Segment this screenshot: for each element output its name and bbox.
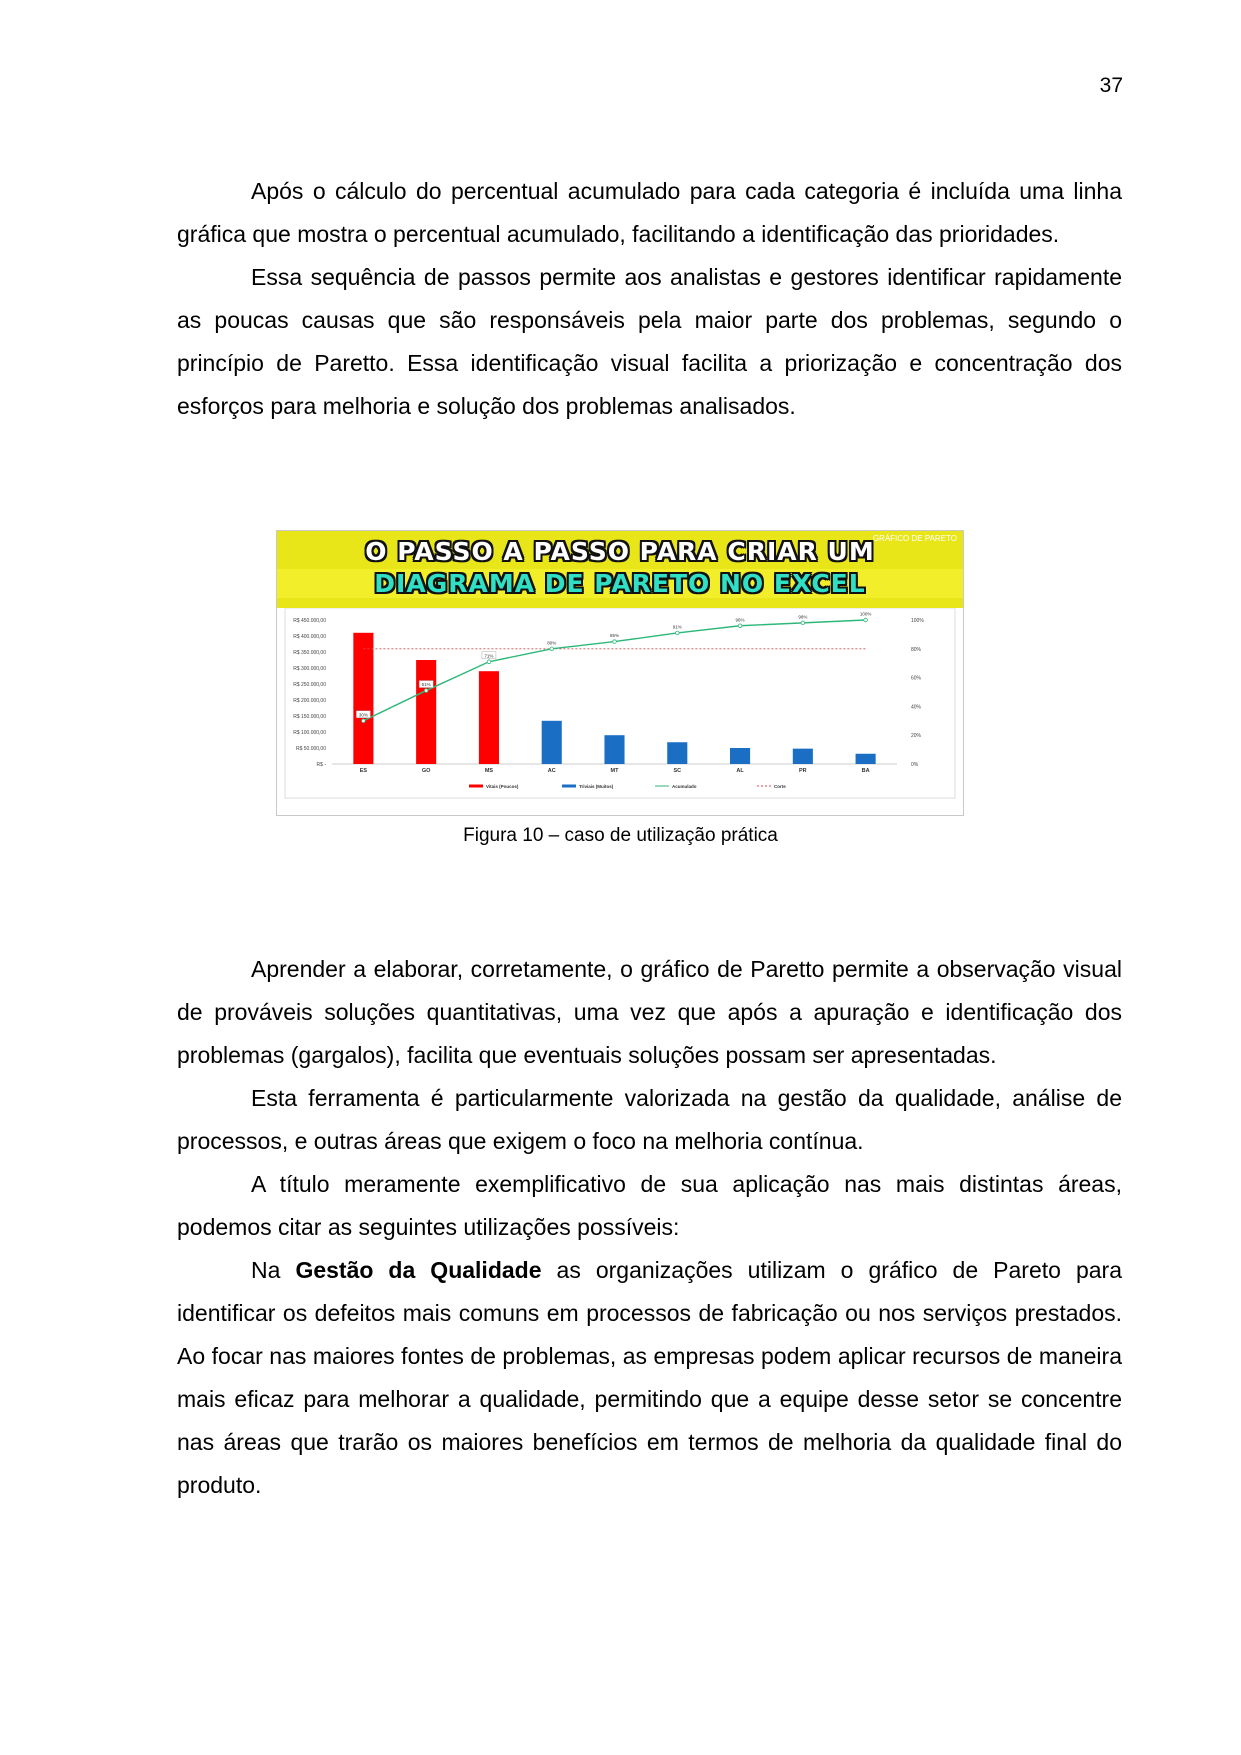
- cumulative-point: [550, 647, 554, 651]
- y-tick-label: R$ 50.000,00: [295, 746, 326, 752]
- bar: [793, 749, 813, 764]
- x-tick-label: AL: [736, 768, 744, 774]
- figure-banner: [277, 531, 963, 608]
- y2-tick-label: 100%: [911, 618, 924, 624]
- bar: [667, 742, 687, 764]
- legend-swatch: [469, 785, 483, 788]
- cumulative-point: [362, 719, 366, 723]
- y-tick-label: R$ 100.000,00: [293, 730, 326, 736]
- legend-label: Acumulado: [672, 784, 697, 789]
- legend-label: Corte: [774, 784, 786, 789]
- banner-tag: GRÁFICO DE PARETO: [872, 534, 957, 543]
- paragraph: Esta ferramenta é particularmente valorizada na gestão da qualidade, análise de processos, e outras áreas que exigem o foco na melhoria contínua.: [177, 1085, 1122, 1154]
- point-label: 91%: [672, 624, 682, 630]
- bar: [542, 721, 562, 764]
- x-tick-label: GO: [421, 768, 431, 774]
- point-label: 85%: [609, 633, 620, 639]
- y-tick-label: R$ -: [316, 762, 326, 768]
- legend-label: Vitais (Poucos): [486, 784, 519, 789]
- cumulative-point: [613, 640, 617, 644]
- y2-tick-label: 80%: [911, 646, 922, 653]
- legend-swatch: [562, 785, 576, 788]
- y2-tick-label: 20%: [911, 733, 922, 740]
- point-label: 80%: [547, 640, 557, 646]
- plot-area: [285, 608, 955, 798]
- pareto-chart: [277, 608, 963, 815]
- cumulative-point: [801, 621, 805, 625]
- bold-term: Gestão da Qualidade: [295, 1257, 542, 1283]
- cumulative-point: [487, 660, 491, 664]
- bar: [479, 671, 499, 764]
- cumulative-point: [738, 624, 742, 628]
- y2-tick-label: 0%: [911, 762, 919, 768]
- bar: [604, 735, 624, 764]
- x-tick-label: MS: [484, 768, 494, 774]
- point-label: 71%: [484, 653, 494, 659]
- y2-tick-label: 40%: [911, 704, 922, 711]
- y-tick-label: R$ 450.000,00: [293, 618, 326, 624]
- banner-title-line2: DIAGRAMA DE PARETO NO EXCEL: [277, 569, 963, 598]
- paragraph-text: as organizações utilizam o gráfico de Pareto para identificar os defeitos mais comuns em processos de fabricação ou nos serviços prestados. Ao focar nas maiores fontes de problemas, as empresas podem aplicar recursos de maneira mais eficaz para melhorar a qualidade, permitindo que a equipe desse setor se concentre nas áreas que trarão os maiores benefícios em termos de melhoria da qualidade final do produto.: [177, 1257, 1122, 1498]
- point-label: 51%: [421, 682, 431, 688]
- x-tick-label: AC: [547, 768, 556, 774]
- x-tick-label: BA: [861, 768, 870, 774]
- y-tick-label: R$ 400.000,00: [293, 634, 326, 640]
- y-tick-label: R$ 200.000,00: [293, 698, 326, 704]
- y2-tick-label: 60%: [911, 675, 922, 682]
- point-label: 100%: [859, 611, 872, 617]
- x-tick-label: ES: [359, 768, 368, 774]
- x-tick-label: PR: [799, 768, 807, 774]
- bottom-text-block: [177, 948, 1122, 1507]
- lead-text: Na: [251, 1257, 281, 1283]
- paragraph: Essa sequência de passos permite aos analistas e gestores identificar rapidamente as poucas causas que são responsáveis pela maior parte dos problemas, segundo o princípio de Paretto. Essa identificação visual facilita a priorização e concentração dos esforços para melhoria e solução dos problemas analisados.: [177, 264, 1122, 419]
- paragraph: A título meramente exemplificativo de sua aplicação nas mais distintas áreas, podemos citar as seguintes utilizações possíveis:: [177, 1171, 1122, 1240]
- cumulative-point: [675, 631, 679, 635]
- cumulative-point: [864, 618, 868, 622]
- paragraph: Aprender a elaborar, corretamente, o gráfico de Paretto permite a observação visual de prováveis soluções quantitativas, uma vez que após a apuração e identificação dos problemas (gargalos), facilita que eventuais soluções possam ser apresentadas.: [177, 956, 1122, 1068]
- y-tick-label: R$ 150.000,00: [293, 714, 326, 720]
- paragraph: Após o cálculo do percentual acumulado para cada categoria é incluída uma linha gráfica que mostra o percentual acumulado, facilitando a identificação das prioridades.: [177, 178, 1122, 247]
- top-text-block: [177, 170, 1122, 428]
- bar: [353, 633, 373, 764]
- y-tick-label: R$ 250.000,00: [293, 682, 326, 688]
- x-tick-label: MT: [610, 768, 619, 774]
- y-tick-label: R$ 300.000,00: [293, 666, 326, 672]
- paragraph-quality: [177, 1249, 1122, 1507]
- bar: [416, 660, 436, 764]
- banner-title-line1: O PASSO A PASSO PARA CRIAR UM: [365, 537, 875, 566]
- point-label: 30%: [358, 712, 368, 718]
- cumulative-point: [424, 689, 428, 693]
- page-number: 37: [1099, 74, 1123, 97]
- point-label: 98%: [798, 614, 808, 620]
- y-tick-label: R$ 350.000,00: [293, 650, 326, 656]
- bar: [856, 754, 876, 764]
- x-tick-label: SC: [673, 768, 682, 774]
- legend-label: Triviais (Muitos): [579, 784, 614, 789]
- figure-caption: Figura 10 – caso de utilização prática: [463, 825, 778, 846]
- bar: [730, 748, 750, 764]
- point-label: 96%: [735, 617, 745, 623]
- pareto-figure: [276, 530, 964, 816]
